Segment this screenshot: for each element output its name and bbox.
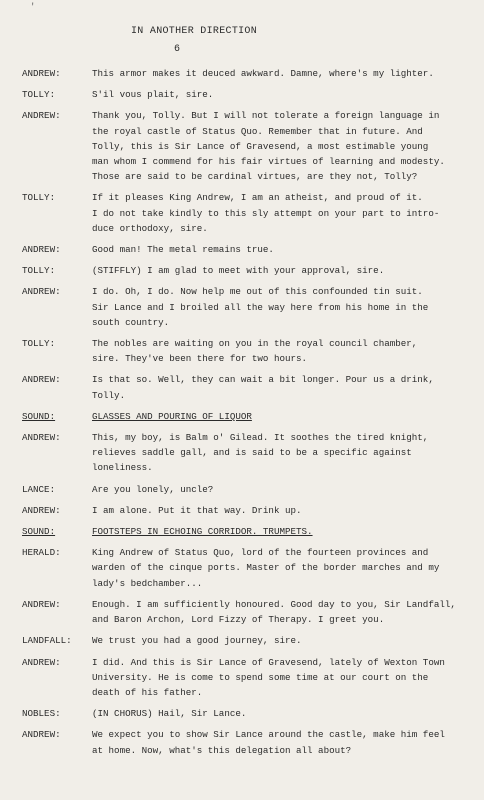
dialogue-row bbox=[22, 263, 477, 278]
speaker-name: ANDREW: bbox=[22, 598, 61, 610]
dialogue-text bbox=[92, 545, 477, 591]
text-line: We expect you to show Sir Lance around the castle, make him feel bbox=[92, 729, 445, 741]
text-line: and Baron Archon, Lord Fizzy of Therapy. I greet you. bbox=[92, 614, 385, 626]
text-line: King Andrew of Status Quo, lord of the fourteen provinces and bbox=[92, 547, 429, 559]
speaker-name: TOLLY: bbox=[22, 338, 56, 350]
script-body bbox=[22, 66, 477, 764]
text-line: This armor makes it deuced awkward. Damne, where's my lighter. bbox=[92, 68, 434, 79]
speaker-name: ANDREW: bbox=[22, 244, 61, 256]
text-line: We trust you had a good journey, sire. bbox=[92, 635, 302, 647]
text-line: lady's bedchamber... bbox=[92, 577, 203, 589]
text-line: This, my boy, is Balm o' Gilead. It soothes the tired knight, bbox=[92, 432, 429, 444]
dialogue-row bbox=[22, 284, 477, 330]
dialogue-row bbox=[22, 66, 477, 81]
text-line: Sir Lance and I broiled all the way here from his home in the bbox=[92, 301, 429, 313]
dialogue-row bbox=[22, 482, 477, 497]
text-line: relieves saddle gall, and is said to be a specific against bbox=[92, 447, 412, 459]
dialogue-text bbox=[92, 66, 477, 81]
dialogue-row bbox=[22, 706, 477, 721]
dialogue-text bbox=[92, 706, 477, 721]
dialogue-text bbox=[92, 108, 477, 184]
dialogue-row bbox=[22, 545, 477, 591]
text-line: death of his father. bbox=[92, 686, 203, 698]
speaker-name: TOLLY: bbox=[22, 265, 56, 277]
dialogue-row bbox=[22, 336, 477, 366]
dialogue-text bbox=[92, 597, 477, 627]
dialogue-text bbox=[92, 242, 477, 257]
speaker-name: ANDREW: bbox=[22, 286, 61, 298]
dialogue-text bbox=[92, 430, 477, 476]
text-line: at home. Now, what's this delegation all about? bbox=[92, 744, 352, 756]
speaker-name: SOUND: bbox=[22, 526, 56, 538]
text-line: (IN CHORUS) Hail, Sir Lance. bbox=[92, 708, 247, 720]
text-line: S'il vous plait, sire. bbox=[92, 89, 214, 101]
dialogue-row bbox=[22, 655, 477, 701]
text-line: loneliness. bbox=[92, 462, 153, 474]
speaker-name: TOLLY: bbox=[22, 89, 56, 101]
sound-description bbox=[92, 524, 477, 539]
dialogue-row bbox=[22, 108, 477, 184]
sound-description bbox=[92, 409, 477, 424]
dialogue-row bbox=[22, 430, 477, 476]
text-line: GLASSES AND POURING OF LIQUOR bbox=[92, 410, 252, 422]
speaker-name: LANCE: bbox=[22, 483, 56, 495]
text-line: sire. They've been there for two hours. bbox=[92, 353, 308, 365]
dialogue-row bbox=[22, 597, 477, 627]
text-line: Tolly. bbox=[92, 389, 126, 401]
speaker-name: ANDREW: bbox=[22, 432, 61, 444]
speaker-name: SOUND: bbox=[22, 410, 56, 422]
dialogue-row bbox=[22, 190, 477, 236]
text-line: I am alone. Put it that way. Drink up. bbox=[92, 504, 302, 516]
speaker-name: LANDFALL: bbox=[22, 635, 72, 647]
dialogue-text bbox=[92, 284, 477, 330]
text-line: Are you lonely, uncle? bbox=[92, 483, 214, 495]
text-line: (STIFFLY) I am glad to meet with your approval, sire. bbox=[92, 265, 385, 277]
dialogue-row bbox=[22, 87, 477, 102]
speaker-name: ANDREW: bbox=[22, 110, 61, 122]
text-line: University. He is come to spend some time at our court on the bbox=[92, 671, 429, 683]
dialogue-row bbox=[22, 242, 477, 257]
text-line: The nobles are waiting on you in the royal council chamber, bbox=[92, 338, 418, 350]
page-number: 6 bbox=[174, 44, 181, 55]
text-line: man whom I commend for his fair virtues of learning and modesty. bbox=[92, 156, 445, 168]
dialogue-text bbox=[92, 633, 477, 648]
text-line: duce orthodoxy, sire. bbox=[92, 222, 208, 234]
dialogue-text bbox=[92, 372, 477, 402]
text-line: Good man! The metal remains true. bbox=[92, 244, 274, 256]
dialogue-row bbox=[22, 633, 477, 648]
text-line: I do not take kindly to this sly attempt on your part to intro- bbox=[92, 207, 440, 219]
dialogue-text bbox=[92, 336, 477, 366]
dialogue-row bbox=[22, 503, 477, 518]
speaker-name: HERALD: bbox=[22, 547, 61, 559]
text-line: Tolly, this is Sir Lance of Gravesend, a most estimable young bbox=[92, 140, 429, 152]
speaker-name: ANDREW: bbox=[22, 68, 61, 79]
speaker-name: ANDREW: bbox=[22, 374, 61, 386]
dialogue-text bbox=[92, 655, 477, 701]
speaker-name: ANDREW: bbox=[22, 729, 61, 741]
text-line: I do. Oh, I do. Now help me out of this confounded tin suit. bbox=[92, 286, 423, 298]
dialogue-text bbox=[92, 87, 477, 102]
speaker-name: NOBLES: bbox=[22, 708, 61, 720]
dialogue-text bbox=[92, 727, 477, 757]
speaker-name: ANDREW: bbox=[22, 504, 61, 516]
dialogue-row bbox=[22, 727, 477, 757]
text-line: south country. bbox=[92, 316, 170, 328]
speaker-name: ANDREW: bbox=[22, 656, 61, 668]
text-line: Is that so. Well, they can wait a bit longer. Pour us a drink, bbox=[92, 374, 434, 386]
speaker-name: TOLLY: bbox=[22, 192, 56, 204]
text-line: Those are said to be cardinal virtues, are they not, Tolly? bbox=[92, 171, 418, 183]
dialogue-text bbox=[92, 263, 477, 278]
dialogue-text bbox=[92, 482, 477, 497]
text-line: FOOTSTEPS IN ECHOING CORRIDOR. TRUMPETS. bbox=[92, 526, 313, 538]
corner-mark: ' bbox=[30, 2, 36, 12]
text-line: the royal castle of Status Quo. Remember that in future. And bbox=[92, 125, 423, 137]
page-header-title: IN ANOTHER DIRECTION bbox=[131, 26, 258, 37]
sound-cue bbox=[22, 524, 477, 539]
text-line: Thank you, Tolly. But I will not tolerate a foreign language in bbox=[92, 110, 440, 122]
dialogue-text bbox=[92, 503, 477, 518]
text-line: warden of the cinque ports. Master of the border marches and my bbox=[92, 562, 440, 574]
dialogue-row bbox=[22, 372, 477, 402]
text-line: I did. And this is Sir Lance of Gravesend, lately of Wexton Town bbox=[92, 656, 445, 668]
sound-cue bbox=[22, 409, 477, 424]
text-line: If it pleases King Andrew, I am an atheist, and proud of it. bbox=[92, 192, 423, 204]
text-line: Enough. I am sufficiently honoured. Good day to you, Sir Landfall, bbox=[92, 598, 456, 610]
dialogue-text bbox=[92, 190, 477, 236]
